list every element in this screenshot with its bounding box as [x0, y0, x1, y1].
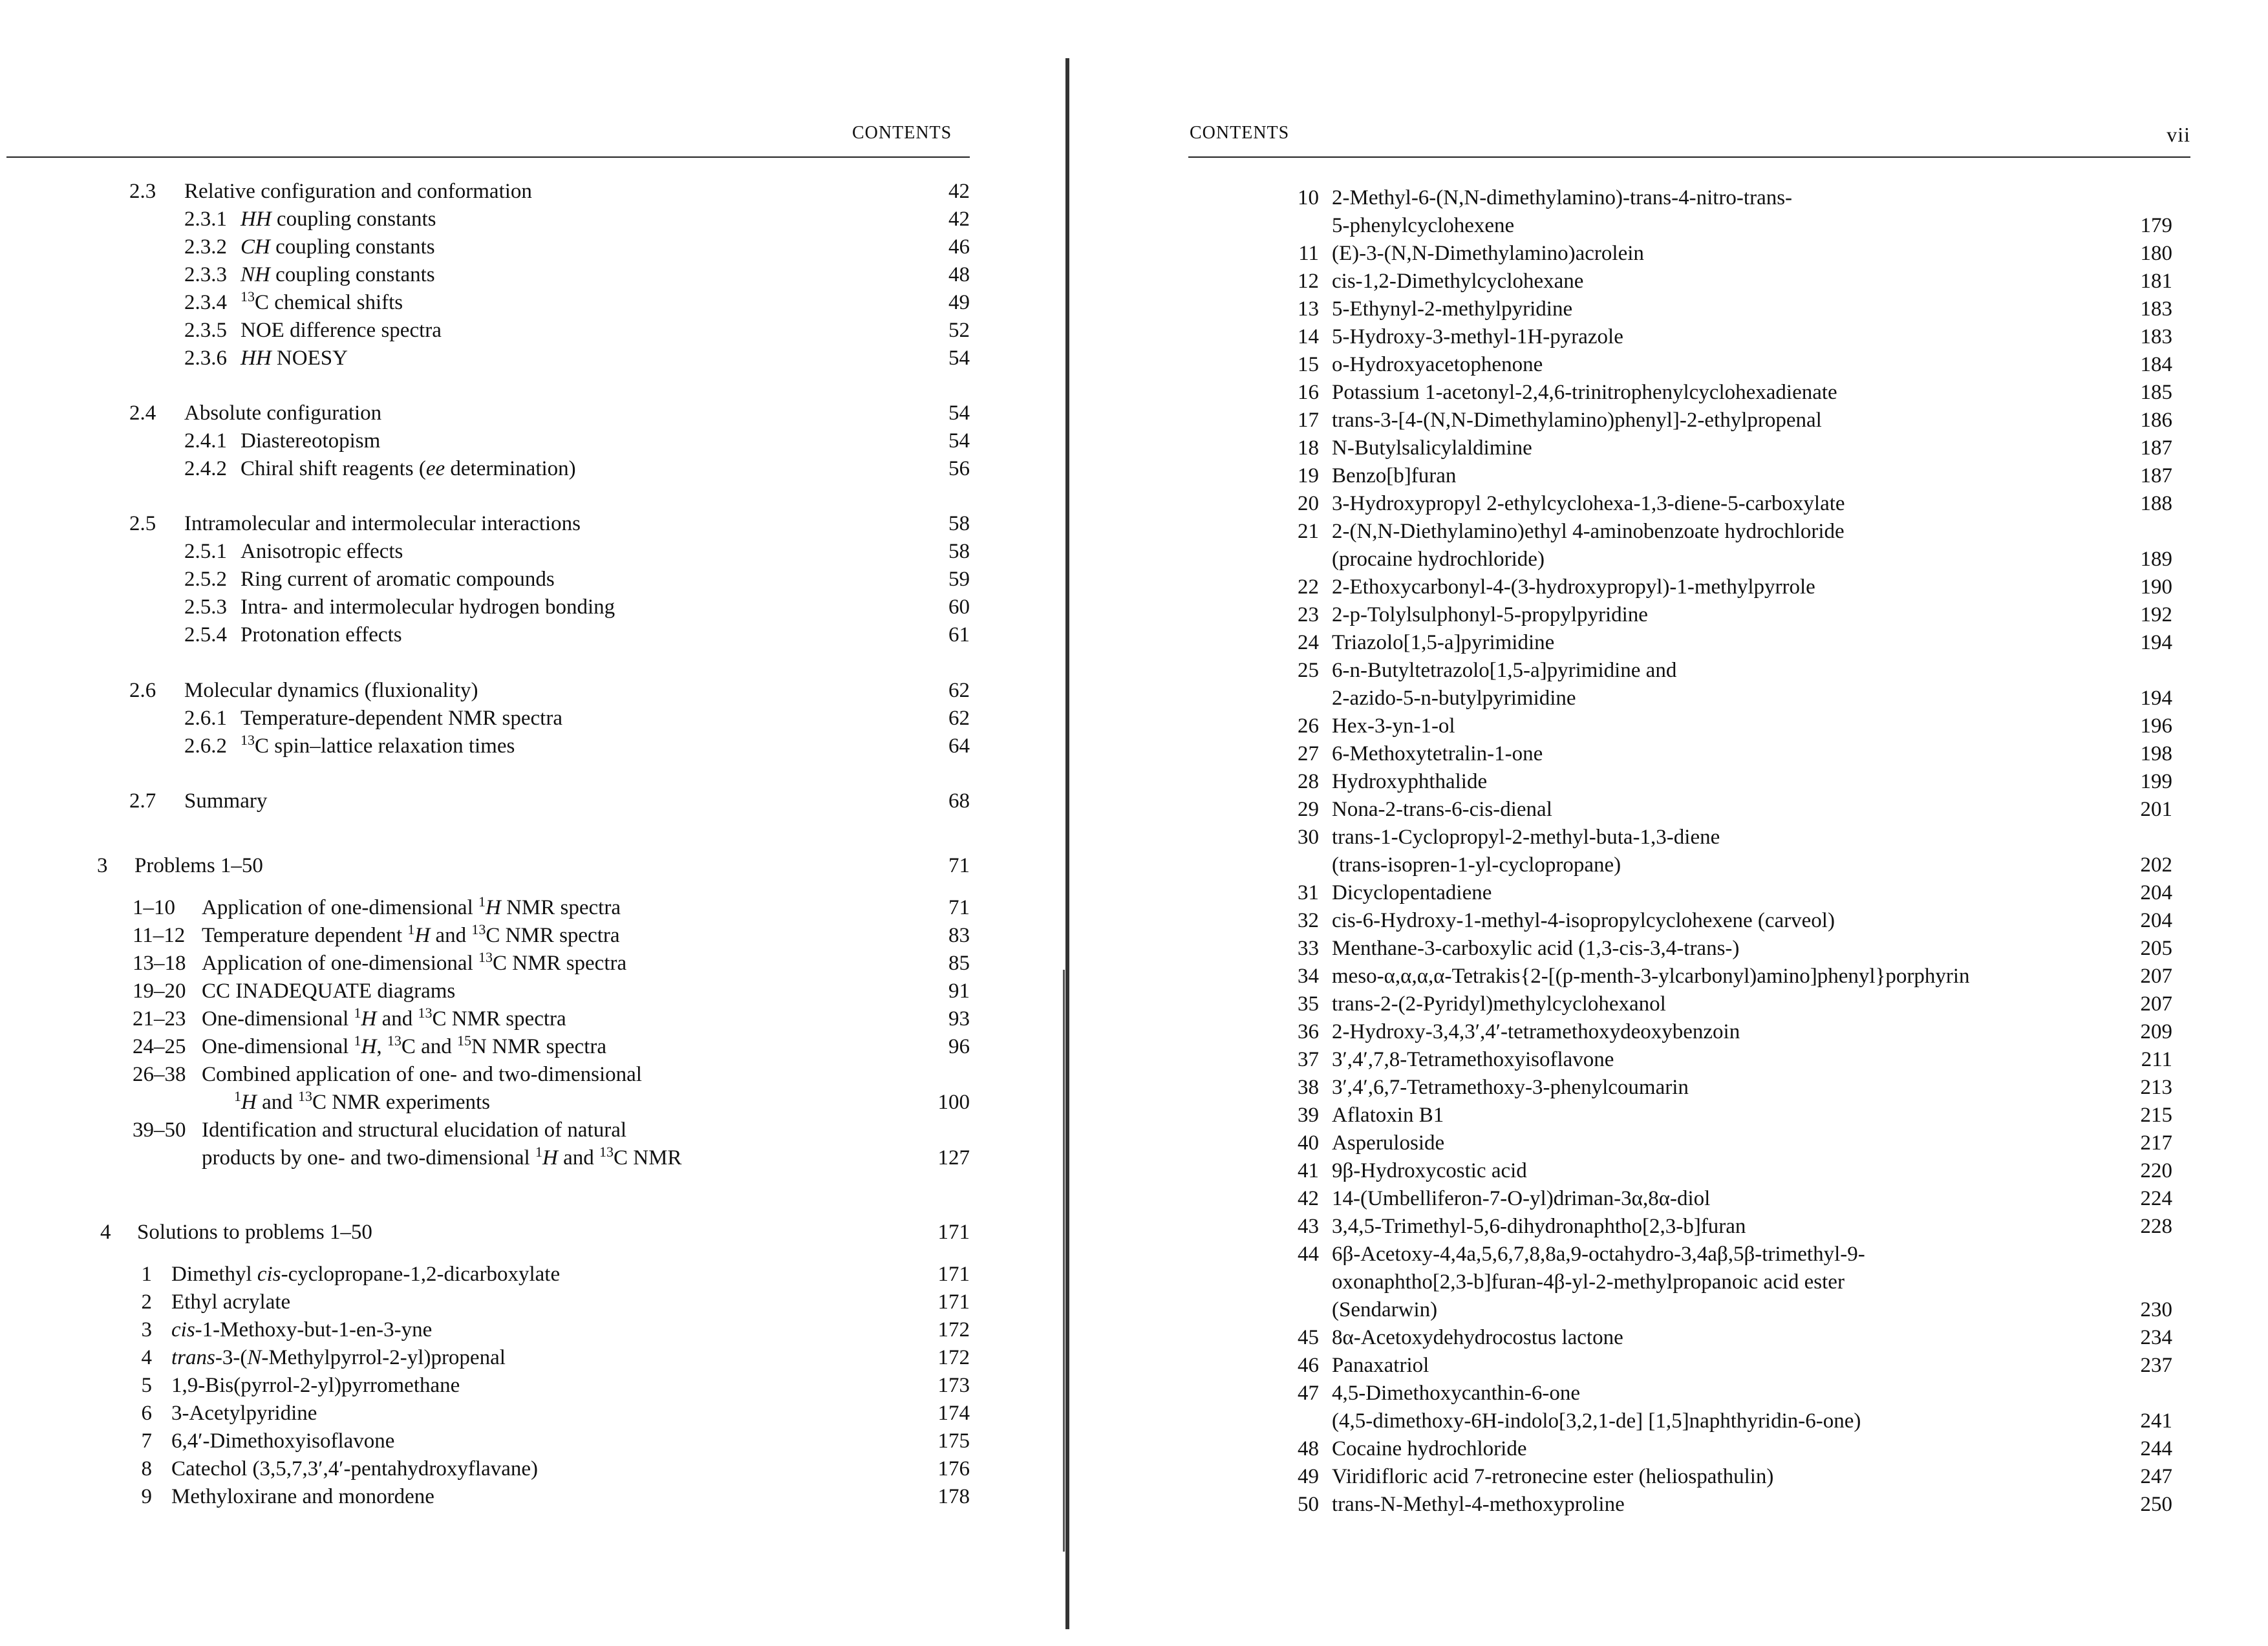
solution-page: 234: [2140, 1326, 2172, 1349]
solution-label: Cocaine hydrochloride: [1332, 1437, 1527, 1460]
solution-number: 34: [1298, 965, 1319, 988]
solution-page: 186: [2140, 409, 2172, 432]
solution-label: 2-Ethoxycarbonyl-4-(3-hydroxypropyl)-1-methylpyrrole: [1332, 575, 1815, 599]
solution-label: Nona-2-trans-6-cis-dienal: [1332, 798, 1552, 821]
solution-number: 40: [1298, 1131, 1319, 1155]
solution-page: 187: [2140, 436, 2172, 460]
solution-label: cis-6-Hydroxy-1-methyl-4-isopropylcyclohexene (carveol): [1332, 909, 1835, 932]
solution-page: 183: [2140, 297, 2172, 321]
book-spine-shadow: [1063, 970, 1065, 1552]
solution-label: Triazolo[1,5-a]pyrimidine: [1332, 631, 1555, 654]
solution-number: 27: [1298, 742, 1319, 765]
solution-label: Benzo[b]furan: [1332, 464, 1457, 487]
solution-number: 38: [1298, 1076, 1319, 1099]
solution-number: 50: [1298, 1493, 1319, 1516]
solution-label: 9β-Hydroxycostic acid: [1332, 1159, 1527, 1182]
solution-label: o-Hydroxyacetophenone: [1332, 353, 1543, 376]
solution-page: 205: [2140, 937, 2172, 960]
running-header-left: CONTENTS: [852, 123, 952, 143]
solution-label: Menthane-3-carboxylic acid (1,3-cis-3,4-trans-): [1332, 937, 1740, 960]
solution-number: 16: [1298, 381, 1319, 404]
solution-page: 202: [2140, 853, 2172, 877]
solution-label: trans-1-Cyclopropyl-2-methyl-buta-1,3-diene: [1332, 826, 1720, 849]
solution-number: 10: [1298, 186, 1319, 209]
solution-label: 3′,4′,6,7-Tetramethoxy-3-phenylcoumarin: [1332, 1076, 1689, 1099]
solution-label: (procaine hydrochloride): [1332, 548, 1545, 571]
header-rule-left: [6, 156, 970, 158]
solution-number: 41: [1298, 1159, 1319, 1182]
solution-label: (E)-3-(N,N-Dimethylamino)acrolein: [1332, 242, 1644, 265]
solution-label: 14-(Umbelliferon-7-O-yl)driman-3α,8α-diol: [1332, 1187, 1711, 1210]
solution-number: 17: [1298, 409, 1319, 432]
solution-page: 183: [2140, 325, 2172, 348]
solution-page: 189: [2140, 548, 2172, 571]
solution-label: Panaxatriol: [1332, 1354, 1429, 1377]
solution-page: 211: [2141, 1048, 2172, 1071]
solution-page: 241: [2140, 1409, 2172, 1433]
solution-page: 250: [2140, 1493, 2172, 1516]
solution-page: 247: [2140, 1465, 2172, 1488]
solution-page: 198: [2140, 742, 2172, 765]
solution-number: 29: [1298, 798, 1319, 821]
solution-number: 18: [1298, 436, 1319, 460]
solution-number: 24: [1298, 631, 1319, 654]
solution-page: 199: [2140, 770, 2172, 793]
solution-page: 194: [2140, 631, 2172, 654]
solution-number: 19: [1298, 464, 1319, 487]
solution-number: 36: [1298, 1020, 1319, 1043]
solution-label: Potassium 1-acetonyl-2,4,6-trinitrophenylcyclohexadienate: [1332, 381, 1837, 404]
solution-number: 47: [1298, 1382, 1319, 1405]
solution-page: 192: [2140, 603, 2172, 626]
solution-page: 190: [2140, 575, 2172, 599]
solution-label: Dicyclopentadiene: [1332, 881, 1492, 904]
solution-number: 39: [1298, 1104, 1319, 1127]
solution-number: 25: [1298, 659, 1319, 682]
solution-page: 244: [2140, 1437, 2172, 1460]
solution-label: 5-Ethynyl-2-methylpyridine: [1332, 297, 1573, 321]
solution-page: 215: [2140, 1104, 2172, 1127]
solution-number: 35: [1298, 992, 1319, 1016]
solution-number: 31: [1298, 881, 1319, 904]
solution-label: Hydroxyphthalide: [1332, 770, 1488, 793]
solution-number: 26: [1298, 714, 1319, 738]
solution-number: 23: [1298, 603, 1319, 626]
solution-page: 179: [2140, 214, 2172, 237]
solution-number: 48: [1298, 1437, 1319, 1460]
solution-number: 49: [1298, 1465, 1319, 1488]
solution-label: 2-Hydroxy-3,4,3′,4′-tetramethoxydeoxybenzoin: [1332, 1020, 1740, 1043]
solution-page: 237: [2140, 1354, 2172, 1377]
solution-number: 11: [1298, 242, 1319, 265]
solution-page: 184: [2140, 353, 2172, 376]
solution-label: Aflatoxin B1: [1332, 1104, 1444, 1127]
solution-number: 15: [1298, 353, 1319, 376]
solution-label: 6-Methoxytetralin-1-one: [1332, 742, 1543, 765]
solution-label: 2-Methyl-6-(N,N-dimethylamino)-trans-4-nitro-trans-: [1332, 186, 1793, 209]
solution-number: 22: [1298, 575, 1319, 599]
solution-page: 204: [2140, 909, 2172, 932]
solution-label: 2-p-Tolylsulphonyl-5-propylpyridine: [1332, 603, 1648, 626]
solution-label: 5-phenylcyclohexene: [1332, 214, 1515, 237]
solution-label: 2-(N,N-Diethylamino)ethyl 4-aminobenzoate hydrochloride: [1332, 520, 1845, 543]
solution-label: 5-Hydroxy-3-methyl-1H-pyrazole: [1332, 325, 1623, 348]
solution-page: 207: [2140, 992, 2172, 1016]
solution-label: Hex-3-yn-1-ol: [1332, 714, 1455, 738]
solution-number: 44: [1298, 1243, 1319, 1266]
solution-page: 180: [2140, 242, 2172, 265]
solution-page: 187: [2140, 464, 2172, 487]
solution-number: 45: [1298, 1326, 1319, 1349]
solution-label: 3,4,5-Trimethyl-5,6-dihydronaphtho[2,3-b]furan: [1332, 1215, 1746, 1238]
solution-label: (Sendarwin): [1332, 1298, 1438, 1321]
solution-number: 32: [1298, 909, 1319, 932]
solution-label: cis-1,2-Dimethylcyclohexane: [1332, 270, 1584, 293]
solution-label: 3′,4′,7,8-Tetramethoxyisoflavone: [1332, 1048, 1614, 1071]
solution-number: 42: [1298, 1187, 1319, 1210]
solution-number: 13: [1298, 297, 1319, 321]
solution-number: 20: [1298, 492, 1319, 515]
solution-label: trans-2-(2-Pyridyl)methylcyclohexanol: [1332, 992, 1666, 1016]
solution-number: 43: [1298, 1215, 1319, 1238]
solution-number: 33: [1298, 937, 1319, 960]
left-page: CONTENTS 2.3 Relative configuration and conformation 42 2.3.1 HH coupling constants 42 2.3.2 CH coupling constants 46 2.3.3 NH coupling constants 48 2.3.4 $^{13}$C chemical shifts 49 2.3.5 NOE difference spectra 52 2.3.6 HH NOESY 54 2.4 Absolute configuration 54 2.4.1 Diastereotopism 54 2.4.2 Chiral shift reagents (ee determination) 56 2.5 Intramolecular and intermolecular interactions 58 2.5.1 Anisotropic effects 58 2.5.2 Ring current of aromatic compounds 59 2.5.3 Intra- and intermolecular hydrogen bonding 60 2.5.4 Protonation effects 61 2.6 Molecular dynamics (fluxionality) 62 2.6.1 Temperature-dependent NMR spectra 62 2.6.2 $^{13}$C spin–lattice relaxation times 64 2.7 Summary 68 3 Problems 1–50 71 1–10 Application of one-dimensional $^1$H NMR spectra 71 11–12 Temperature dependent $^1$H and $^{13}$C NMR spectra 83 13–18 Application of one-dimensional $^{13}$C NMR spectra 85 19–20 CC INADEQUATE diagrams 91 21–23 One-dimensional $^1$H and $^{13}$C NMR spectra 93 24–25 One-dimensional $^1$H, $^{13}$C and $^{15}$N NMR spectra 96 26–38 Combined application of one- and two-dimensional $^1$H and $^{13}$C NMR experiments 100 39–50 Identification and structural elucidation of natural products by one- and two-dimensional $^1$H and $^{13}$C NMR 127 4 Solutions to problems 1–50 171 1 Dimethyl cis-cyclopropane-1,2-dicarboxylate 171 2 Ethyl acrylate 171 3 cis-1-Methoxy-but-1-en-3-yne 172 4 trans-3-(N-Methylpyrrol-2-yl)propenal 172 5 1,9-Bis(pyrrol-2-yl)pyrromethane 173 6 3-Acetylpyridine 174 7 6,4′-Dimethoxyisoflavone 175 8 Catechol (3,5,7,3′,4′-pentahydroxyflavane) 176 9 Methyloxirane and monordene 178: [0, 0, 1047, 1646]
solution-label: 3-Hydroxypropyl 2-ethylcyclohexa-1,3-diene-5-carboxylate: [1332, 492, 1845, 515]
solution-label: N-Butylsalicylaldimine: [1332, 436, 1532, 460]
solution-label: Asperuloside: [1332, 1131, 1445, 1155]
solution-page: 213: [2140, 1076, 2172, 1099]
solution-label: 6β-Acetoxy-4,4a,5,6,7,8,8a,9-octahydro-3,4aβ,5β-trimethyl-9-: [1332, 1243, 1865, 1266]
solution-number: 28: [1298, 770, 1319, 793]
solution-number: 14: [1298, 325, 1319, 348]
solution-page: 209: [2140, 1020, 2172, 1043]
solution-label: Viridifloric acid 7-retronecine ester (heliospathulin): [1332, 1465, 1774, 1488]
solution-label: trans-3-[4-(N,N-Dimethylamino)phenyl]-2-ethylpropenal: [1332, 409, 1822, 432]
solution-label: meso-α,α,α,α-Tetrakis{2-[(p-menth-3-ylcarbonyl)amino]phenyl}porphyrin: [1332, 965, 1970, 988]
solution-label: oxonaphtho[2,3-b]furan-4β-yl-2-methylpropanoic acid ester: [1332, 1270, 1845, 1294]
solution-label: 6-n-Butyltetrazolo[1,5-a]pyrimidine and: [1332, 659, 1677, 682]
solution-page: 228: [2140, 1215, 2172, 1238]
solution-label: trans-N-Methyl-4-methoxyproline: [1332, 1493, 1625, 1516]
solution-number: 37: [1298, 1048, 1319, 1071]
solution-label: 2-azido-5-n-butylpyrimidine: [1332, 687, 1576, 710]
solution-label: (4,5-dimethoxy-6H-indolo[3,2,1-de] [1,5]naphthyridin-6-one): [1332, 1409, 1861, 1433]
solution-page: 220: [2140, 1159, 2172, 1182]
solution-page: 181: [2140, 270, 2172, 293]
header-rule-right: [1188, 156, 2190, 158]
solution-number: 30: [1298, 826, 1319, 849]
solution-number: 21: [1298, 520, 1319, 543]
solution-number: 12: [1298, 270, 1319, 293]
solution-page: 224: [2140, 1187, 2172, 1210]
solution-page: 194: [2140, 687, 2172, 710]
solution-page: 204: [2140, 881, 2172, 904]
book-spine: [1065, 58, 1069, 1629]
solution-page: 188: [2140, 492, 2172, 515]
right-page: [1073, 0, 2268, 1646]
solution-number: 46: [1298, 1354, 1319, 1377]
solution-page: 201: [2140, 798, 2172, 821]
solution-label: 8α-Acetoxydehydrocostus lactone: [1332, 1326, 1623, 1349]
solution-page: 230: [2140, 1298, 2172, 1321]
solution-label: (trans-isopren-1-yl-cyclopropane): [1332, 853, 1621, 877]
solution-page: 217: [2140, 1131, 2172, 1155]
page-number: vii: [2166, 123, 2190, 146]
running-header-right: CONTENTS: [1190, 123, 1290, 143]
solution-page: 207: [2140, 965, 2172, 988]
solution-label: 4,5-Dimethoxycanthin-6-one: [1332, 1382, 1580, 1405]
solution-page: 196: [2140, 714, 2172, 738]
solution-page: 185: [2140, 381, 2172, 404]
